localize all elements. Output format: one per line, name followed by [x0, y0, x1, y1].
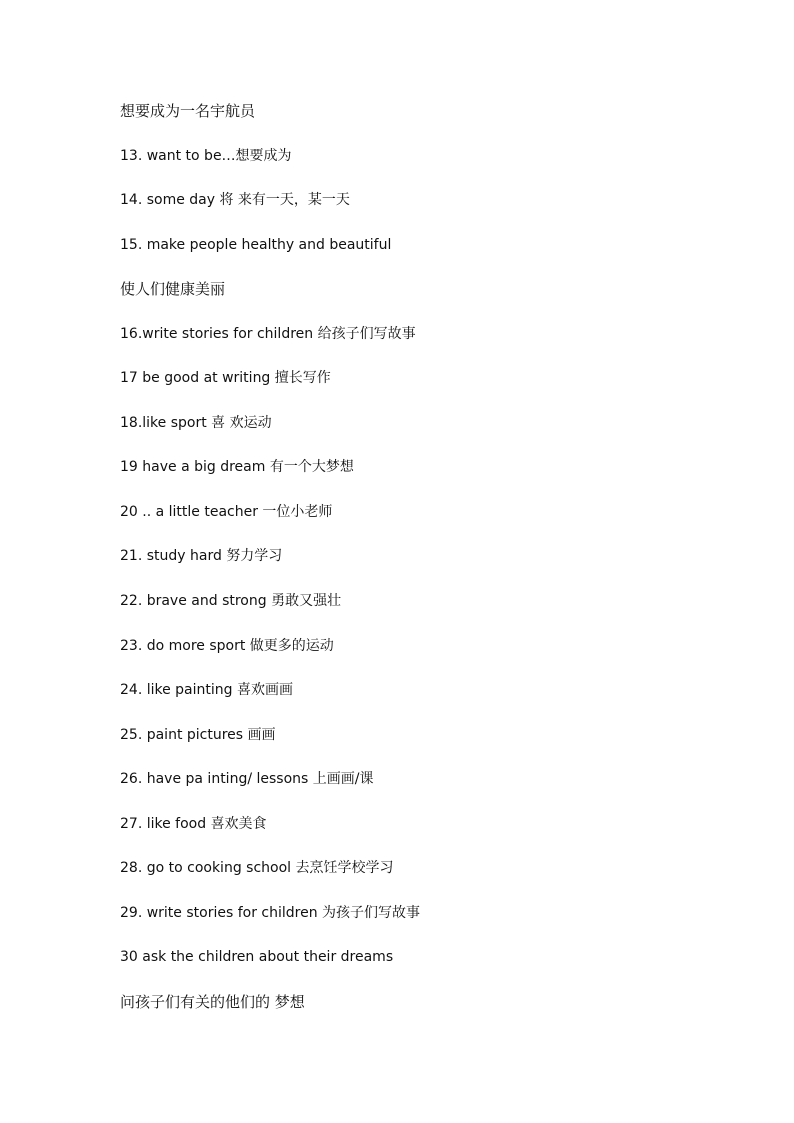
vocab-line: 想要成为一名宇航员: [120, 102, 256, 120]
vocab-line: 19 have a big dream 有一个大梦想: [120, 459, 354, 476]
vocabulary-list: [120, 100, 760, 1035]
vocab-line: 25. paint pictures 画画: [120, 726, 276, 743]
vocab-line: 20 .. a little teacher 一位小老师: [120, 503, 333, 520]
vocab-line: 29. write stories for children 为孩子们写故事: [120, 904, 421, 921]
vocab-line: 22. brave and strong 勇敢又强壮: [120, 593, 342, 610]
vocab-line: 26. have pa inting/ lessons 上画画/课: [120, 771, 374, 788]
vocab-line: 16.write stories for children 给孩子们写故事: [120, 325, 416, 342]
vocab-line: 21. study hard 努力学习: [120, 548, 283, 565]
vocab-line: 27. like food 喜欢美食: [120, 815, 267, 832]
vocab-line: 13. want to be…想要成为: [120, 147, 292, 164]
vocab-line: 30 ask the children about their dreams: [120, 949, 394, 966]
vocab-line: 28. go to cooking school 去烹饪学校学习: [120, 860, 394, 877]
vocab-line: 15. make people healthy and beautiful: [120, 236, 392, 253]
vocab-line: 17 be good at writing 擅长写作: [120, 370, 331, 387]
vocab-line: 14. some day 将 来有一天，某一天: [120, 192, 350, 209]
vocab-line: 18.like sport 喜 欢运动: [120, 414, 272, 431]
vocab-line: 问孩子们有关的他们的 梦想: [120, 992, 305, 1011]
vocab-line: 23. do more sport 做更多的运动: [120, 637, 334, 654]
vocab-line: 24. like painting 喜欢画画: [120, 682, 293, 699]
vocab-line: 使人们健康美丽: [120, 280, 226, 299]
